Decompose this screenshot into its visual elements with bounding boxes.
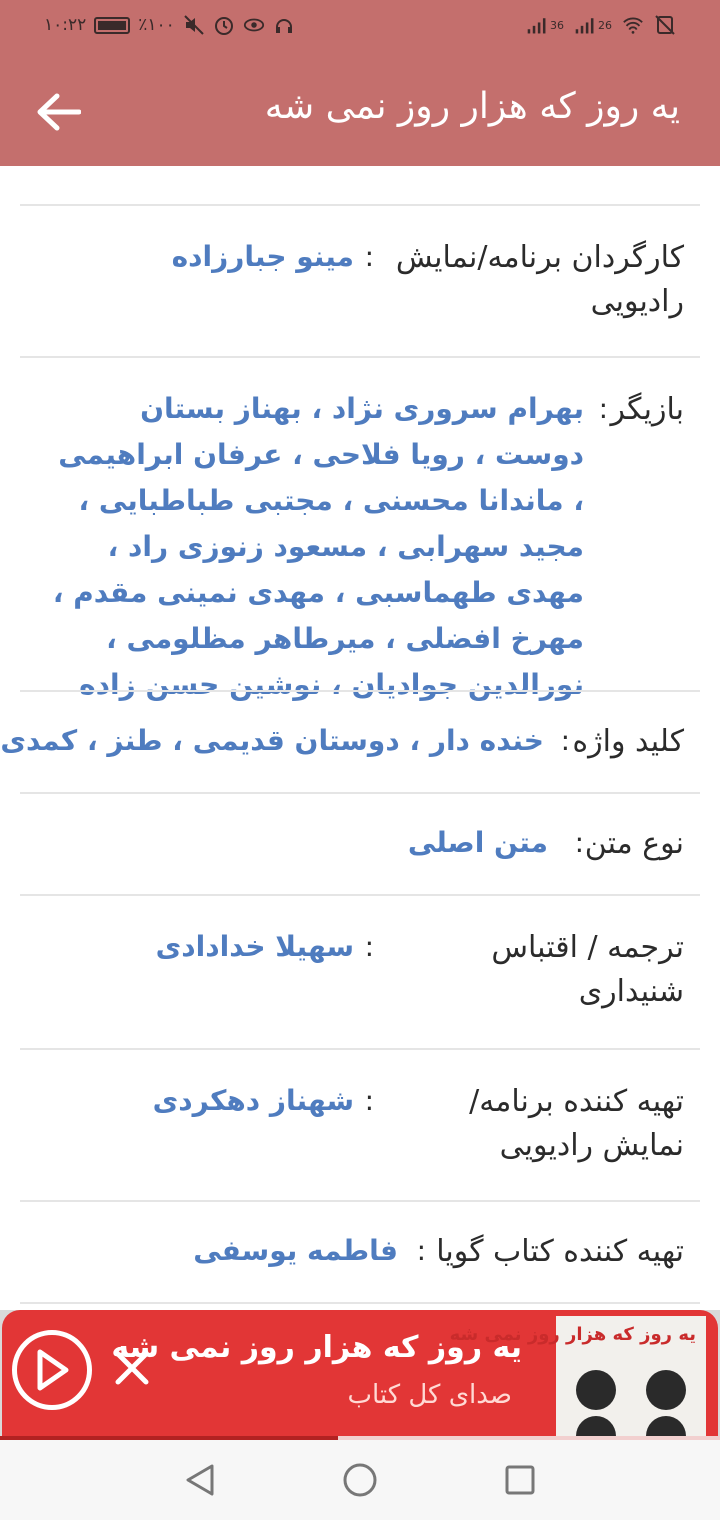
cover-face-icon (646, 1370, 686, 1410)
network-label-2: 36 (550, 18, 564, 32)
mini-player[interactable] (0, 1310, 720, 1440)
mute-icon (183, 14, 205, 36)
signal-icon (526, 14, 548, 36)
audiobook-producer-value[interactable]: فاطمه یوسفی (193, 1234, 398, 1267)
battery-percent: ٪۱۰۰ (138, 15, 175, 35)
app-bar (0, 56, 720, 166)
status-time: ۱۰:۲۲ (44, 15, 87, 35)
status-bar (0, 0, 720, 56)
audiobook-producer-label: تهیه کننده کتاب گویا (436, 1234, 684, 1269)
status-left (44, 14, 295, 36)
translation-label: ترجمه / اقتباس شنیداری (491, 930, 684, 1009)
back-button[interactable] (30, 84, 86, 140)
divider (20, 1302, 700, 1310)
arrow-left-icon (35, 92, 81, 132)
audiobook-producer-colon: : (416, 1234, 426, 1267)
detail-row-translation (20, 894, 700, 1048)
director-label: کارگردان برنامه/نمایش رادیویی (395, 240, 684, 319)
play-icon (32, 1348, 72, 1392)
square-recents-icon (504, 1464, 536, 1496)
director-colon: : (364, 240, 374, 273)
network-label-1: 26 (598, 18, 612, 32)
cast-value[interactable]: بهرام سروری نژاد ، بهناز بستان دوست ، رویا فلاحی ، عرفان ابراهیمی ، ماندانا محسنی ، مجتبی طباطبایی ، مجید سهرابی ، مسعود زنوزی راد ، مهدی طهماسبی ، مهدی نمینی مقدم ، مهرخ افضلی ، میرطاهر مظلومی ، نورالدین جوادیان ، نوشین حسن زاده (52, 392, 584, 701)
details-list[interactable] (0, 166, 720, 1310)
text-type-label: نوع متن (584, 826, 684, 861)
detail-row-audiobook-producer (20, 1200, 700, 1304)
text-type-colon: : (574, 826, 584, 859)
translation-colon: : (364, 930, 374, 963)
system-nav-bar (0, 1440, 720, 1520)
eye-icon (243, 14, 265, 36)
no-sim-icon (654, 14, 676, 36)
triangle-back-icon (184, 1463, 216, 1497)
top-bar (0, 0, 720, 166)
cover-image (449, 1316, 706, 1440)
player-subtitle: صدای کل کتاب (347, 1380, 512, 1410)
cast-colon: : (598, 392, 608, 425)
detail-row-director (20, 204, 700, 358)
circle-home-icon (342, 1462, 378, 1498)
translation-value[interactable]: سهیلا خدادادی (155, 930, 354, 963)
producer-colon: : (364, 1084, 374, 1117)
nav-home-button[interactable] (340, 1460, 380, 1500)
signal-icon-2 (574, 14, 596, 36)
cover-title: یه روز که هزار روز نمی شه (449, 1324, 696, 1345)
battery-icon (94, 17, 130, 34)
player-card[interactable] (2, 1310, 718, 1440)
page-title: یه روز که هزار روز نمی شه (264, 86, 680, 127)
director-value[interactable]: مینو جبارزاده (171, 240, 354, 273)
status-right (526, 14, 676, 36)
detail-row-cast (20, 356, 700, 701)
nav-back-button[interactable] (180, 1460, 220, 1500)
nav-recents-button[interactable] (500, 1460, 540, 1500)
detail-row-text-type (20, 792, 700, 894)
detail-row-producer (20, 1048, 700, 1200)
detail-row-keywords (0, 690, 700, 792)
alarm-icon (213, 14, 235, 36)
cover-face-icon (576, 1370, 616, 1410)
keywords-colon: : (560, 724, 570, 757)
wifi-icon (622, 14, 644, 36)
producer-label: تهیه کننده برنامه/ نمایش رادیویی (469, 1084, 684, 1163)
play-button[interactable] (12, 1330, 92, 1410)
text-type-value[interactable]: متن اصلی (407, 826, 548, 859)
keywords-value[interactable]: خنده دار ، دوستان قدیمی ، طنز ، کمدی (0, 724, 544, 757)
keywords-label: کلید واژه (572, 724, 684, 759)
player-title: یه روز که هزار روز نمی شه (111, 1330, 522, 1365)
headset-icon (273, 14, 295, 36)
cast-label: بازیگر (610, 392, 684, 427)
producer-value[interactable]: شهناز دهکردی (152, 1084, 354, 1117)
